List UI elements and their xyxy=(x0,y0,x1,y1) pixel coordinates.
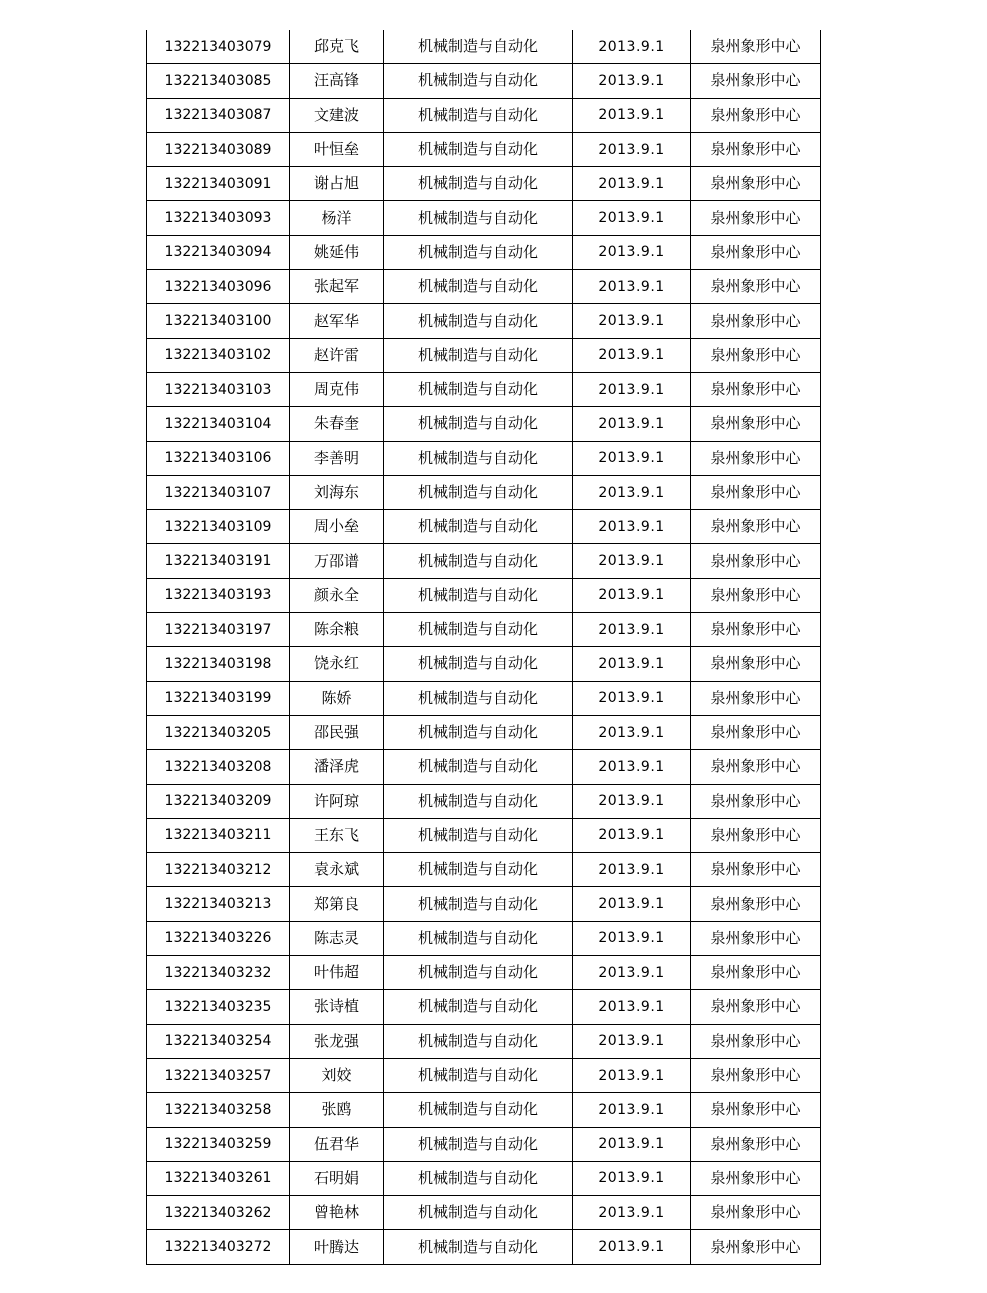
study-center-cell: 泉州象形中心 xyxy=(691,235,821,269)
student-id-cell: 132213403261 xyxy=(147,1161,290,1195)
enrollment-date-cell: 2013.9.1 xyxy=(573,1058,691,1092)
student-name-cell: 李善明 xyxy=(290,441,384,475)
student-id-cell: 132213403193 xyxy=(147,578,290,612)
table-row xyxy=(147,372,821,406)
student-name-cell: 邵民强 xyxy=(290,715,384,749)
enrollment-date-cell: 2013.9.1 xyxy=(573,1230,691,1264)
enrollment-date-cell: 2013.9.1 xyxy=(573,818,691,852)
study-center-cell: 泉州象形中心 xyxy=(691,372,821,406)
student-id-cell: 132213403096 xyxy=(147,270,290,304)
student-id-cell: 132213403232 xyxy=(147,956,290,990)
study-center-cell: 泉州象形中心 xyxy=(691,201,821,235)
table-row xyxy=(147,681,821,715)
student-name-cell: 张鸥 xyxy=(290,1093,384,1127)
table-row xyxy=(147,818,821,852)
table-row xyxy=(147,1127,821,1161)
study-center-cell: 泉州象形中心 xyxy=(691,1196,821,1230)
enrollment-date-cell: 2013.9.1 xyxy=(573,613,691,647)
student-name-cell: 颜永全 xyxy=(290,578,384,612)
student-name-cell: 邱克飞 xyxy=(290,30,384,64)
major-cell: 机械制造与自动化 xyxy=(384,270,573,304)
student-id-cell: 132213403209 xyxy=(147,784,290,818)
major-cell: 机械制造与自动化 xyxy=(384,750,573,784)
study-center-cell: 泉州象形中心 xyxy=(691,887,821,921)
table-row xyxy=(147,544,821,578)
study-center-cell: 泉州象形中心 xyxy=(691,475,821,509)
enrollment-date-cell: 2013.9.1 xyxy=(573,1161,691,1195)
table-row xyxy=(147,715,821,749)
student-id-cell: 132213403262 xyxy=(147,1196,290,1230)
student-name-cell: 文建波 xyxy=(290,98,384,132)
study-center-cell: 泉州象形中心 xyxy=(691,30,821,64)
student-name-cell: 刘姣 xyxy=(290,1058,384,1092)
student-id-cell: 132213403109 xyxy=(147,510,290,544)
student-id-cell: 132213403258 xyxy=(147,1093,290,1127)
major-cell: 机械制造与自动化 xyxy=(384,1058,573,1092)
student-id-cell: 132213403107 xyxy=(147,475,290,509)
enrollment-date-cell: 2013.9.1 xyxy=(573,407,691,441)
enrollment-date-cell: 2013.9.1 xyxy=(573,235,691,269)
student-id-cell: 132213403091 xyxy=(147,167,290,201)
major-cell: 机械制造与自动化 xyxy=(384,990,573,1024)
study-center-cell: 泉州象形中心 xyxy=(691,407,821,441)
study-center-cell: 泉州象形中心 xyxy=(691,818,821,852)
table-row xyxy=(147,578,821,612)
enrollment-date-cell: 2013.9.1 xyxy=(573,1196,691,1230)
table-row xyxy=(147,921,821,955)
enrollment-date-cell: 2013.9.1 xyxy=(573,132,691,166)
student-name-cell: 郑第良 xyxy=(290,887,384,921)
student-id-cell: 132213403213 xyxy=(147,887,290,921)
enrollment-date-cell: 2013.9.1 xyxy=(573,98,691,132)
enrollment-date-cell: 2013.9.1 xyxy=(573,853,691,887)
major-cell: 机械制造与自动化 xyxy=(384,715,573,749)
student-id-cell: 132213403226 xyxy=(147,921,290,955)
major-cell: 机械制造与自动化 xyxy=(384,338,573,372)
table-row xyxy=(147,235,821,269)
enrollment-date-cell: 2013.9.1 xyxy=(573,30,691,64)
table-row xyxy=(147,1161,821,1195)
table-row xyxy=(147,956,821,990)
student-id-cell: 132213403197 xyxy=(147,613,290,647)
student-id-cell: 132213403106 xyxy=(147,441,290,475)
major-cell: 机械制造与自动化 xyxy=(384,475,573,509)
major-cell: 机械制造与自动化 xyxy=(384,441,573,475)
student-name-cell: 谢占旭 xyxy=(290,167,384,201)
table-row xyxy=(147,853,821,887)
table-row xyxy=(147,647,821,681)
student-name-cell: 周克伟 xyxy=(290,372,384,406)
student-id-cell: 132213403089 xyxy=(147,132,290,166)
table-row xyxy=(147,510,821,544)
study-center-cell: 泉州象形中心 xyxy=(691,64,821,98)
study-center-cell: 泉州象形中心 xyxy=(691,1058,821,1092)
student-id-cell: 132213403208 xyxy=(147,750,290,784)
table-row xyxy=(147,30,821,64)
enrollment-date-cell: 2013.9.1 xyxy=(573,304,691,338)
table-row xyxy=(147,1196,821,1230)
enrollment-date-cell: 2013.9.1 xyxy=(573,715,691,749)
table-row xyxy=(147,1058,821,1092)
study-center-cell: 泉州象形中心 xyxy=(691,270,821,304)
enrollment-date-cell: 2013.9.1 xyxy=(573,681,691,715)
student-name-cell: 朱春奎 xyxy=(290,407,384,441)
table-row xyxy=(147,407,821,441)
student-name-cell: 曾艳林 xyxy=(290,1196,384,1230)
student-id-cell: 132213403211 xyxy=(147,818,290,852)
major-cell: 机械制造与自动化 xyxy=(384,201,573,235)
study-center-cell: 泉州象形中心 xyxy=(691,784,821,818)
study-center-cell: 泉州象形中心 xyxy=(691,1093,821,1127)
study-center-cell: 泉州象形中心 xyxy=(691,1024,821,1058)
student-id-cell: 132213403079 xyxy=(147,30,290,64)
student-name-cell: 叶伟超 xyxy=(290,956,384,990)
student-name-cell: 赵军华 xyxy=(290,304,384,338)
major-cell: 机械制造与自动化 xyxy=(384,167,573,201)
student-table xyxy=(146,30,821,1265)
student-id-cell: 132213403259 xyxy=(147,1127,290,1161)
table-row xyxy=(147,338,821,372)
table-row xyxy=(147,201,821,235)
student-name-cell: 陈娇 xyxy=(290,681,384,715)
student-id-cell: 132213403254 xyxy=(147,1024,290,1058)
table-row xyxy=(147,1230,821,1264)
enrollment-date-cell: 2013.9.1 xyxy=(573,338,691,372)
study-center-cell: 泉州象形中心 xyxy=(691,647,821,681)
study-center-cell: 泉州象形中心 xyxy=(691,715,821,749)
study-center-cell: 泉州象形中心 xyxy=(691,921,821,955)
table-row xyxy=(147,304,821,338)
table-row xyxy=(147,750,821,784)
enrollment-date-cell: 2013.9.1 xyxy=(573,990,691,1024)
enrollment-date-cell: 2013.9.1 xyxy=(573,887,691,921)
major-cell: 机械制造与自动化 xyxy=(384,235,573,269)
study-center-cell: 泉州象形中心 xyxy=(691,510,821,544)
student-name-cell: 叶腾达 xyxy=(290,1230,384,1264)
study-center-cell: 泉州象形中心 xyxy=(691,990,821,1024)
student-id-cell: 132213403087 xyxy=(147,98,290,132)
student-name-cell: 姚延伟 xyxy=(290,235,384,269)
study-center-cell: 泉州象形中心 xyxy=(691,613,821,647)
major-cell: 机械制造与自动化 xyxy=(384,887,573,921)
table-row xyxy=(147,441,821,475)
student-name-cell: 袁永斌 xyxy=(290,853,384,887)
enrollment-date-cell: 2013.9.1 xyxy=(573,441,691,475)
student-id-cell: 132213403104 xyxy=(147,407,290,441)
table-row xyxy=(147,613,821,647)
student-id-cell: 132213403103 xyxy=(147,372,290,406)
enrollment-date-cell: 2013.9.1 xyxy=(573,750,691,784)
enrollment-date-cell: 2013.9.1 xyxy=(573,1093,691,1127)
student-name-cell: 汪高锋 xyxy=(290,64,384,98)
student-name-cell: 张诗植 xyxy=(290,990,384,1024)
major-cell: 机械制造与自动化 xyxy=(384,613,573,647)
study-center-cell: 泉州象形中心 xyxy=(691,853,821,887)
table-body xyxy=(147,30,821,1264)
major-cell: 机械制造与自动化 xyxy=(384,578,573,612)
student-id-cell: 132213403235 xyxy=(147,990,290,1024)
major-cell: 机械制造与自动化 xyxy=(384,1196,573,1230)
major-cell: 机械制造与自动化 xyxy=(384,818,573,852)
student-id-cell: 132213403205 xyxy=(147,715,290,749)
major-cell: 机械制造与自动化 xyxy=(384,956,573,990)
enrollment-date-cell: 2013.9.1 xyxy=(573,1127,691,1161)
enrollment-date-cell: 2013.9.1 xyxy=(573,956,691,990)
study-center-cell: 泉州象形中心 xyxy=(691,338,821,372)
enrollment-date-cell: 2013.9.1 xyxy=(573,201,691,235)
student-id-cell: 132213403212 xyxy=(147,853,290,887)
study-center-cell: 泉州象形中心 xyxy=(691,956,821,990)
major-cell: 机械制造与自动化 xyxy=(384,304,573,338)
student-name-cell: 饶永红 xyxy=(290,647,384,681)
study-center-cell: 泉州象形中心 xyxy=(691,132,821,166)
student-id-cell: 132213403094 xyxy=(147,235,290,269)
study-center-cell: 泉州象形中心 xyxy=(691,578,821,612)
student-name-cell: 万邵谱 xyxy=(290,544,384,578)
major-cell: 机械制造与自动化 xyxy=(384,784,573,818)
major-cell: 机械制造与自动化 xyxy=(384,132,573,166)
enrollment-date-cell: 2013.9.1 xyxy=(573,475,691,509)
student-id-cell: 132213403100 xyxy=(147,304,290,338)
table-row xyxy=(147,887,821,921)
student-id-cell: 132213403093 xyxy=(147,201,290,235)
student-name-cell: 刘海东 xyxy=(290,475,384,509)
student-id-cell: 132213403191 xyxy=(147,544,290,578)
enrollment-date-cell: 2013.9.1 xyxy=(573,510,691,544)
enrollment-date-cell: 2013.9.1 xyxy=(573,167,691,201)
student-name-cell: 王东飞 xyxy=(290,818,384,852)
study-center-cell: 泉州象形中心 xyxy=(691,1161,821,1195)
enrollment-date-cell: 2013.9.1 xyxy=(573,784,691,818)
table-row xyxy=(147,990,821,1024)
student-name-cell: 许阿琼 xyxy=(290,784,384,818)
major-cell: 机械制造与自动化 xyxy=(384,1161,573,1195)
student-name-cell: 周小垒 xyxy=(290,510,384,544)
student-name-cell: 张龙强 xyxy=(290,1024,384,1058)
major-cell: 机械制造与自动化 xyxy=(384,30,573,64)
major-cell: 机械制造与自动化 xyxy=(384,510,573,544)
enrollment-date-cell: 2013.9.1 xyxy=(573,1024,691,1058)
major-cell: 机械制造与自动化 xyxy=(384,98,573,132)
study-center-cell: 泉州象形中心 xyxy=(691,304,821,338)
study-center-cell: 泉州象形中心 xyxy=(691,167,821,201)
major-cell: 机械制造与自动化 xyxy=(384,853,573,887)
study-center-cell: 泉州象形中心 xyxy=(691,681,821,715)
enrollment-date-cell: 2013.9.1 xyxy=(573,372,691,406)
major-cell: 机械制造与自动化 xyxy=(384,372,573,406)
student-name-cell: 陈志灵 xyxy=(290,921,384,955)
major-cell: 机械制造与自动化 xyxy=(384,1230,573,1264)
study-center-cell: 泉州象形中心 xyxy=(691,544,821,578)
major-cell: 机械制造与自动化 xyxy=(384,1024,573,1058)
enrollment-date-cell: 2013.9.1 xyxy=(573,270,691,304)
student-id-cell: 132213403272 xyxy=(147,1230,290,1264)
enrollment-date-cell: 2013.9.1 xyxy=(573,578,691,612)
student-name-cell: 潘泽虎 xyxy=(290,750,384,784)
study-center-cell: 泉州象形中心 xyxy=(691,98,821,132)
major-cell: 机械制造与自动化 xyxy=(384,681,573,715)
student-id-cell: 132213403085 xyxy=(147,64,290,98)
student-name-cell: 叶恒垒 xyxy=(290,132,384,166)
table-row xyxy=(147,64,821,98)
table-row xyxy=(147,167,821,201)
enrollment-date-cell: 2013.9.1 xyxy=(573,647,691,681)
table-row xyxy=(147,1093,821,1127)
major-cell: 机械制造与自动化 xyxy=(384,407,573,441)
table-row xyxy=(147,98,821,132)
major-cell: 机械制造与自动化 xyxy=(384,921,573,955)
study-center-cell: 泉州象形中心 xyxy=(691,1230,821,1264)
student-name-cell: 张起军 xyxy=(290,270,384,304)
enrollment-date-cell: 2013.9.1 xyxy=(573,544,691,578)
student-name-cell: 陈余粮 xyxy=(290,613,384,647)
major-cell: 机械制造与自动化 xyxy=(384,1127,573,1161)
major-cell: 机械制造与自动化 xyxy=(384,647,573,681)
student-id-cell: 132213403199 xyxy=(147,681,290,715)
study-center-cell: 泉州象形中心 xyxy=(691,441,821,475)
major-cell: 机械制造与自动化 xyxy=(384,1093,573,1127)
table-row xyxy=(147,1024,821,1058)
table-row xyxy=(147,784,821,818)
major-cell: 机械制造与自动化 xyxy=(384,64,573,98)
student-id-cell: 132213403102 xyxy=(147,338,290,372)
student-name-cell: 石明娟 xyxy=(290,1161,384,1195)
student-id-cell: 132213403198 xyxy=(147,647,290,681)
study-center-cell: 泉州象形中心 xyxy=(691,1127,821,1161)
student-name-cell: 杨洋 xyxy=(290,201,384,235)
table-row xyxy=(147,132,821,166)
table-row xyxy=(147,270,821,304)
student-name-cell: 赵许雷 xyxy=(290,338,384,372)
student-name-cell: 伍君华 xyxy=(290,1127,384,1161)
major-cell: 机械制造与自动化 xyxy=(384,544,573,578)
study-center-cell: 泉州象形中心 xyxy=(691,750,821,784)
enrollment-date-cell: 2013.9.1 xyxy=(573,921,691,955)
table-row xyxy=(147,475,821,509)
enrollment-date-cell: 2013.9.1 xyxy=(573,64,691,98)
student-id-cell: 132213403257 xyxy=(147,1058,290,1092)
